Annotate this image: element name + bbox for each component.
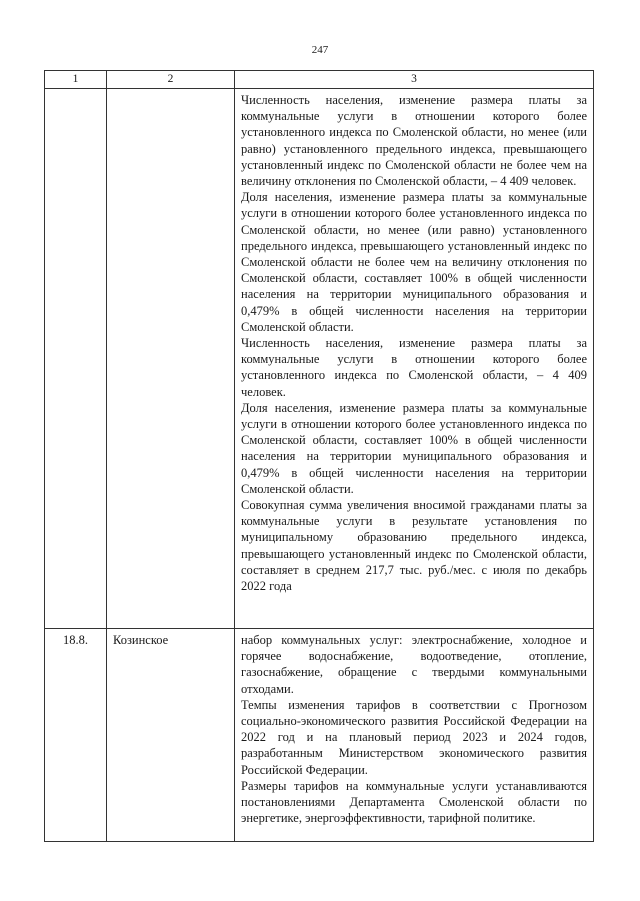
municipality-name-cell: Козинское <box>107 629 235 842</box>
page-number: 247 <box>311 44 329 56</box>
table-row <box>45 629 594 842</box>
municipal-table <box>44 70 594 842</box>
description-cell <box>235 89 594 629</box>
table-row <box>45 89 594 629</box>
row-number-cell <box>45 89 107 629</box>
paragraph: Размеры тарифов на коммунальные услуги устанавливаются постановлениями Департамента Смоленской области по энергетике, энергоэффективности, тарифной политике. <box>241 778 587 826</box>
column-header-2: 2 <box>107 71 235 89</box>
paragraph: Доля населения, изменение размера платы за коммунальные услуги в отношении которого более установленного индекса по Смоленской области, но менее (или равно) установленного предельного индекса, превышающего установленный индекс по Смоленской области не более чем на величину отклонения по Смоленской области, составляет 100% в общей численности населения на территории муниципального образования и 0,479% в общей численности населения на территории Смоленской области. <box>241 190 587 334</box>
column-header-1: 1 <box>45 71 107 89</box>
paragraph: Численность населения, изменение размера платы за коммунальные услуги в отношении которого более установленного индекса по Смоленской области, но менее (или равно) установленного предельного индекса, превышающего установленный индекс по Смоленской области не более чем на величину отклонения по Смоленской области, – 4 409 человек. <box>241 93 587 189</box>
column-header-3: 3 <box>235 71 594 89</box>
paragraph: Темпы изменения тарифов в соответствии с Прогнозом социально-экономического развития Российской Федерации на 2022 год и на плановый период 2023 и 2024 годов, разработанным Министерством экономического развития Российской Федерации. <box>241 697 587 777</box>
row-number-cell: 18.8. <box>45 629 107 842</box>
paragraph: Совокупная сумма увеличения вносимой гражданами платы за коммунальные услуги в результате установления по муниципальному образованию предельного индекса, превышающего установленный индекс по Смоленской области, составляет в среднем 217,7 тыс. руб./мес. с июля по декабрь 2022 года <box>241 498 587 594</box>
table-header-row <box>45 71 594 89</box>
description-cell <box>235 629 594 842</box>
paragraph: Доля населения, изменение размера платы за коммунальные услуги в отношении которого более установленного индекса по Смоленской области, составляет 100% в общей численности населения на территории муниципального образования и 0,479% в общей численности населения на территории Смоленской области. <box>241 400 587 496</box>
paragraph: Численность населения, изменение размера платы за коммунальные услуги в отношении которого более установленного индекса по Смоленской области, – 4 409 человек. <box>241 336 587 399</box>
municipality-name-cell <box>107 89 235 629</box>
paragraph: набор коммунальных услуг: электроснабжение, холодное и горячее водоснабжение, водоотведение, отопление, газоснабжение, обращение с твердыми коммунальными отходами. <box>241 633 587 696</box>
